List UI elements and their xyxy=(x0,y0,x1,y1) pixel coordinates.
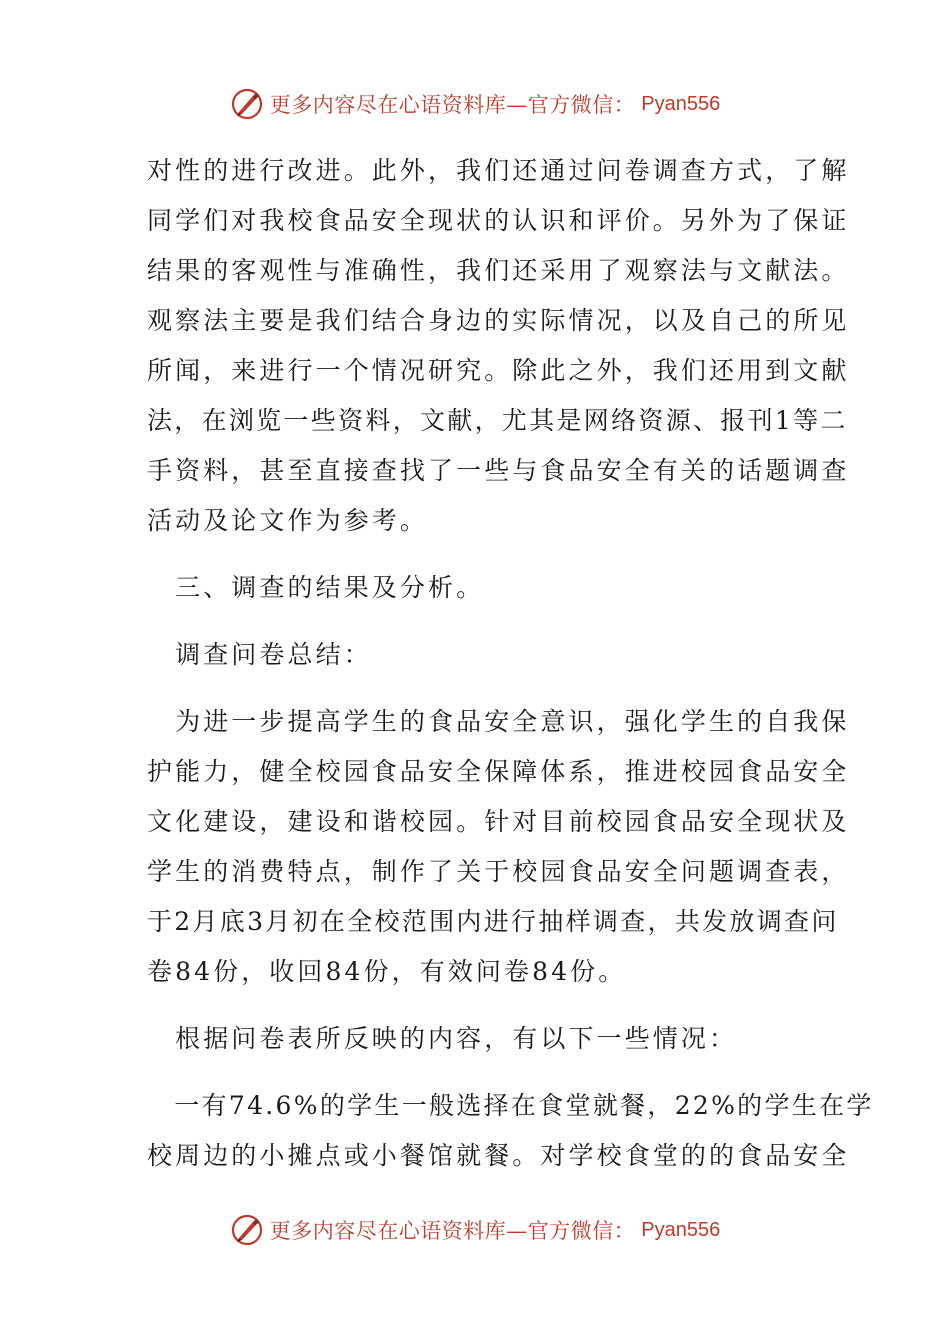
header-banner-content xyxy=(230,87,720,121)
text-line: 手资料，甚至直接查找了一些与食品安全有关的话题调查 xyxy=(147,456,850,485)
subsection-heading xyxy=(147,630,807,680)
section-heading xyxy=(147,563,807,613)
text-line: 于2月底3月初在全校范围内进行抽样调查，共发放调查问 xyxy=(147,907,839,936)
text-line: 结果的客观性与准确性，我们还采用了观察法与文献法。 xyxy=(147,256,850,285)
section-heading-text: 三、调查的结果及分析。 xyxy=(147,573,485,602)
text-line: 文化建设，建设和谐校园。针对目前校园食品安全现状及 xyxy=(147,807,850,836)
text-line: 所闻，来进行一个情况研究。除此之外，我们还用到文献 xyxy=(147,356,850,385)
paragraph-intro-findings xyxy=(147,1014,807,1064)
paragraph-spacer xyxy=(147,546,807,563)
paragraph-spacer xyxy=(147,613,807,630)
paragraph-finding-one xyxy=(147,1081,874,1181)
text-line: 根据问卷表所反映的内容，有以下一些情况： xyxy=(147,1024,738,1053)
text-line: 活动及论文作为参考。 xyxy=(147,506,429,535)
subsection-heading-text: 调查问卷总结： xyxy=(147,640,372,669)
paragraph-spacer xyxy=(147,997,807,1014)
header-banner xyxy=(0,84,950,124)
text-line: 校周边的小摊点或小餐馆就餐。对学校食堂的的食品安全 xyxy=(147,1141,850,1170)
footer-banner-text: 更多内容尽在心语资料库—官方微信： xyxy=(269,1219,636,1243)
footer-banner-content xyxy=(230,1213,720,1247)
text-line: 对性的进行改进。此外，我们还通过问卷调查方式，了解 xyxy=(147,156,850,185)
text-line: 同学们对我校食品安全现状的认识和评价。另外为了保证 xyxy=(147,206,850,235)
text-line: 观察法主要是我们结合身边的实际情况，以及自己的所见 xyxy=(147,306,850,335)
paragraph-spacer xyxy=(147,680,807,697)
paragraph-methods xyxy=(147,146,850,546)
footer-wechat-id: Pyan556 xyxy=(641,1218,721,1241)
header-banner-text: 更多内容尽在心语资料库—官方微信： xyxy=(269,93,636,117)
pen-logo-icon xyxy=(230,1213,264,1247)
text-line: 法，在浏览一些资料，文献，尤其是网络资源、报刊1等二 xyxy=(147,406,848,435)
header-wechat-id: Pyan556 xyxy=(641,92,721,115)
paragraph-survey xyxy=(147,697,850,997)
text-line: 护能力，健全校园食品安全保障体系，推进校园食品安全 xyxy=(147,757,850,786)
text-line: 卷84份，收回84份，有效问卷84份。 xyxy=(147,957,627,986)
text-line: 为进一步提高学生的食品安全意识，强化学生的自我保 xyxy=(147,707,850,736)
text-line: 学生的消费特点，制作了关于校园食品安全问题调查表， xyxy=(147,857,850,886)
pen-logo-icon xyxy=(230,87,264,121)
footer-banner xyxy=(0,1210,950,1250)
document-body xyxy=(147,146,874,1181)
text-line: 一有74.6%的学生一般选择在食堂就餐，22%的学生在学 xyxy=(147,1091,874,1120)
paragraph-spacer xyxy=(147,1064,807,1081)
